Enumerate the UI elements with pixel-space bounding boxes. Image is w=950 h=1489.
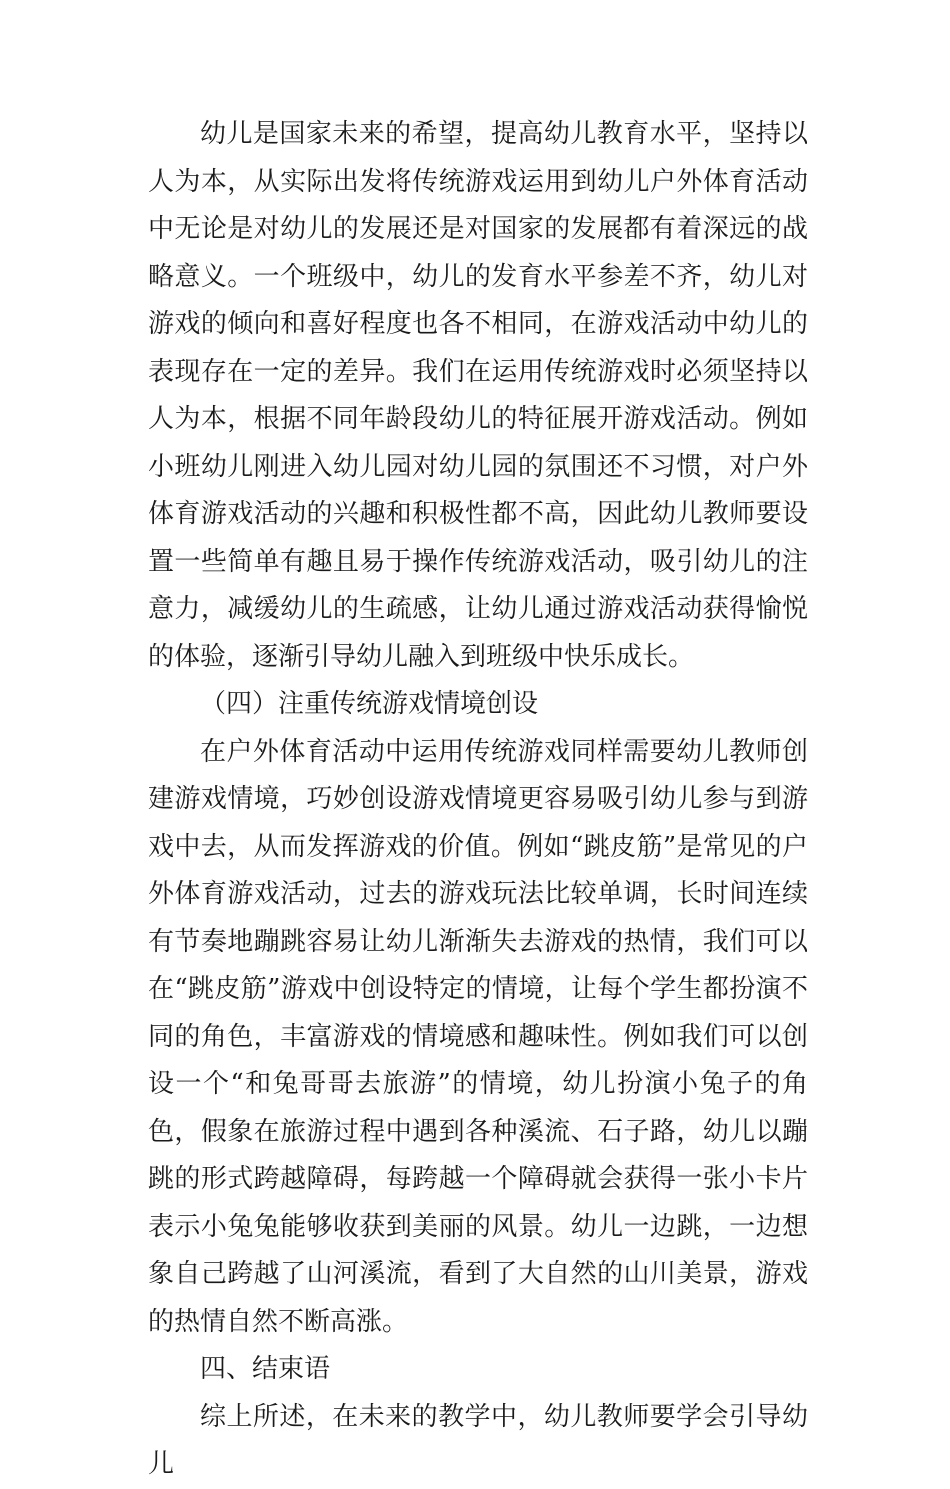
body-paragraph: 综上所述，在未来的教学中，幼儿教师要学会引导幼儿 [148, 1401, 808, 1479]
section-heading: 四、结束语 [200, 1354, 331, 1384]
subsection-heading: （四）注重传统游戏情境创设 [200, 689, 539, 719]
body-paragraph: 幼儿是国家未来的希望，提高幼儿教育水平，坚持以人为本，从实际出发将传统游戏运用到幼儿户外体育活动中无论是对幼儿的发展还是对国家的发展都有着深远的战略意义。一个班级中，幼儿的发育水平参差不齐，幼儿对游戏的倾向和喜好程度也各不相同，在游戏活动中幼儿的表现存在一定的差异。我们在运用传统游戏时必须坚持以人为本，根据不同年龄段幼儿的特征展开游戏活动。例如小班幼儿刚进入幼儿园对幼儿园的氛围还不习惯，对户外体育游戏活动的兴趣和积极性都不高，因此幼儿教师要设置一些简单有趣且易于操作传统游戏活动，吸引幼儿的注意力，减缓幼儿的生疏感，让幼儿通过游戏活动获得愉悦的体验，逐渐引导幼儿融入到班级中快乐成长。 [148, 119, 808, 672]
body-paragraph: 在户外体育活动中运用传统游戏同样需要幼儿教师创建游戏情境，巧妙创设游戏情境更容易吸引幼儿参与到游戏中去，从而发挥游戏的价值。例如“跳皮筋”是常见的户外体育游戏活动，过去的游戏玩法比较单调，长时间连续有节奏地蹦跳容易让幼儿渐渐失去游戏的热情，我们可以在“跳皮筋”游戏中创设特定的情境，让每个学生都扮演不同的角色，丰富游戏的情境感和趣味性。例如我们可以创设一个“和兔哥哥去旅游”的情境，幼儿扮演小兔子的角色，假象在旅游过程中遇到各种溪流、石子路，幼儿以蹦跳的形式跨越障碍，每跨越一个障碍就会获得一张小卡片表示小兔兔能够收获到美丽的风景。幼儿一边跳，一边想象自己跨越了山河溪流，看到了大自然的山川美景，游戏的热情自然不断高涨。 [148, 736, 808, 1337]
document-body [148, 111, 808, 1489]
